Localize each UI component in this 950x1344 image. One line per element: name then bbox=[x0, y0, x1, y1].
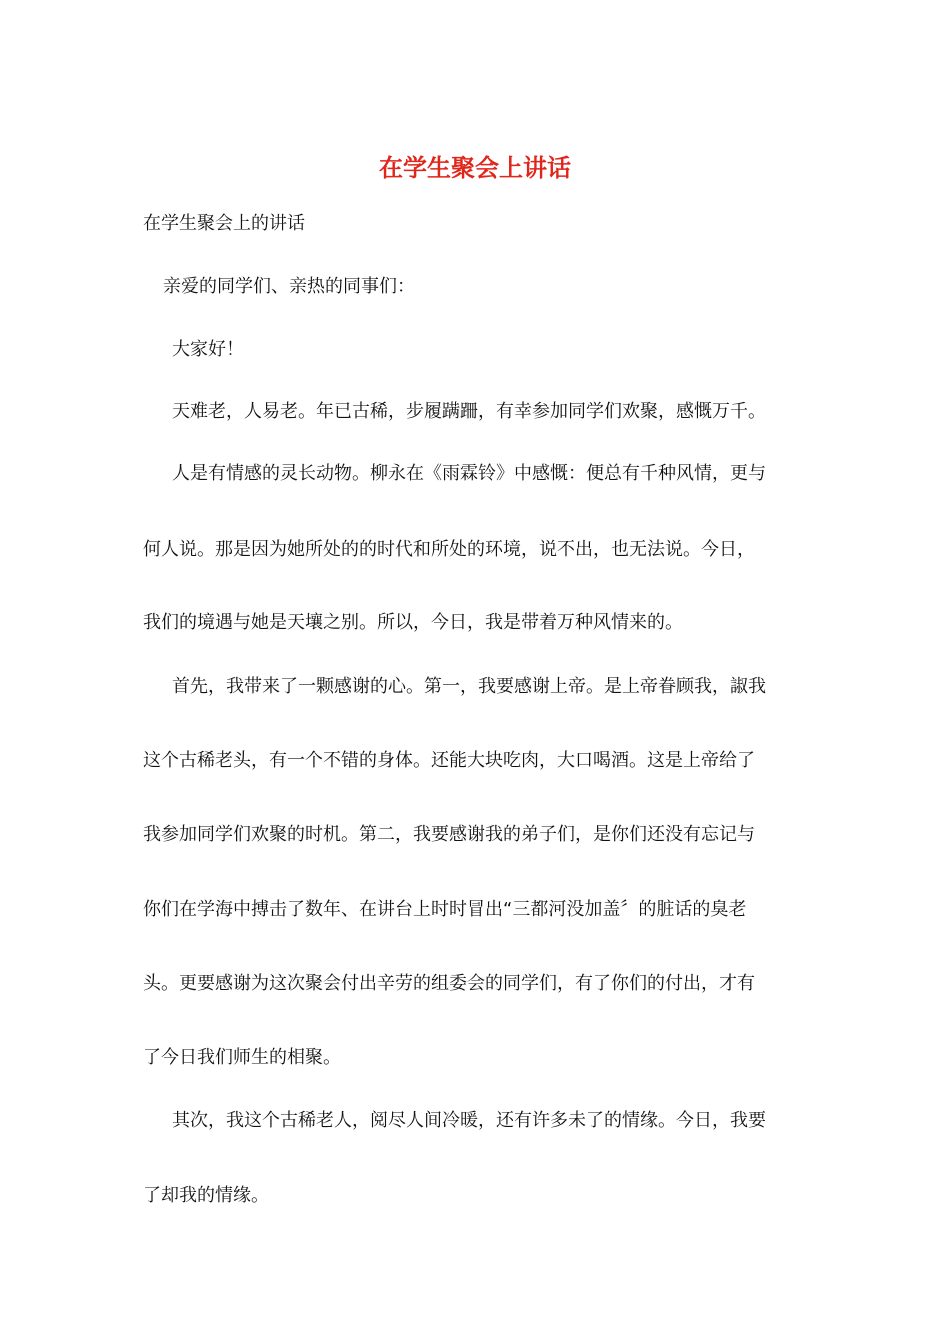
salutation-line: 亲爱的同学们、亲热的同事们： bbox=[163, 276, 415, 297]
paragraph-line: 我们的境遇与她是天壤之别。所以，今日，我是带着万种风情来的。 bbox=[143, 612, 683, 633]
greeting-line: 大家好！ bbox=[172, 339, 244, 360]
subtitle-line: 在学生聚会上的讲话 bbox=[143, 213, 305, 234]
paragraph-line: 首先，我带来了一颗感谢的心。第一，我要感谢上帝。是上帝眷顾我，諔我 bbox=[172, 676, 766, 697]
paragraph-line: 这个古稀老头，有一个不错的身体。还能大块吃肉，大口喝酒。这是上帝给了 bbox=[143, 750, 755, 771]
paragraph-line: 了却我的情缘。 bbox=[143, 1185, 269, 1206]
paragraph-line: 你们在学海中搏击了数年、在讲台上时时冒出“三都河没加盖〞的脏话的臭老 bbox=[143, 899, 747, 920]
document-title: 在学生聚会上讲话 bbox=[379, 153, 571, 182]
paragraph-line: 我参加同学们欢聚的时机。第二，我要感谢我的弟子们，是你们还没有忘记与 bbox=[143, 824, 755, 845]
paragraph-line: 何人说。那是因为她所处的的时代和所处的环境，说不出，也无法说。今日， bbox=[143, 539, 755, 560]
paragraph-line: 天难老，人易老。年已古稀，步履蹒跚，有幸参加同学们欢聚，感慨万千。 bbox=[172, 401, 766, 422]
paragraph-line: 人是有情感的灵长动物。柳永在《雨霖铃》中感慨：便总有千种风情，更与 bbox=[172, 463, 766, 484]
paragraph-line: 头。更要感谢为这次聚会付出辛劳的组委会的同学们，有了你们的付出，才有 bbox=[143, 973, 755, 994]
paragraph-line: 了今日我们师生的相聚。 bbox=[143, 1047, 341, 1068]
paragraph-line: 其次，我这个古稀老人，阅尽人间冷暖，还有许多未了的情缘。今日，我要 bbox=[172, 1110, 766, 1131]
